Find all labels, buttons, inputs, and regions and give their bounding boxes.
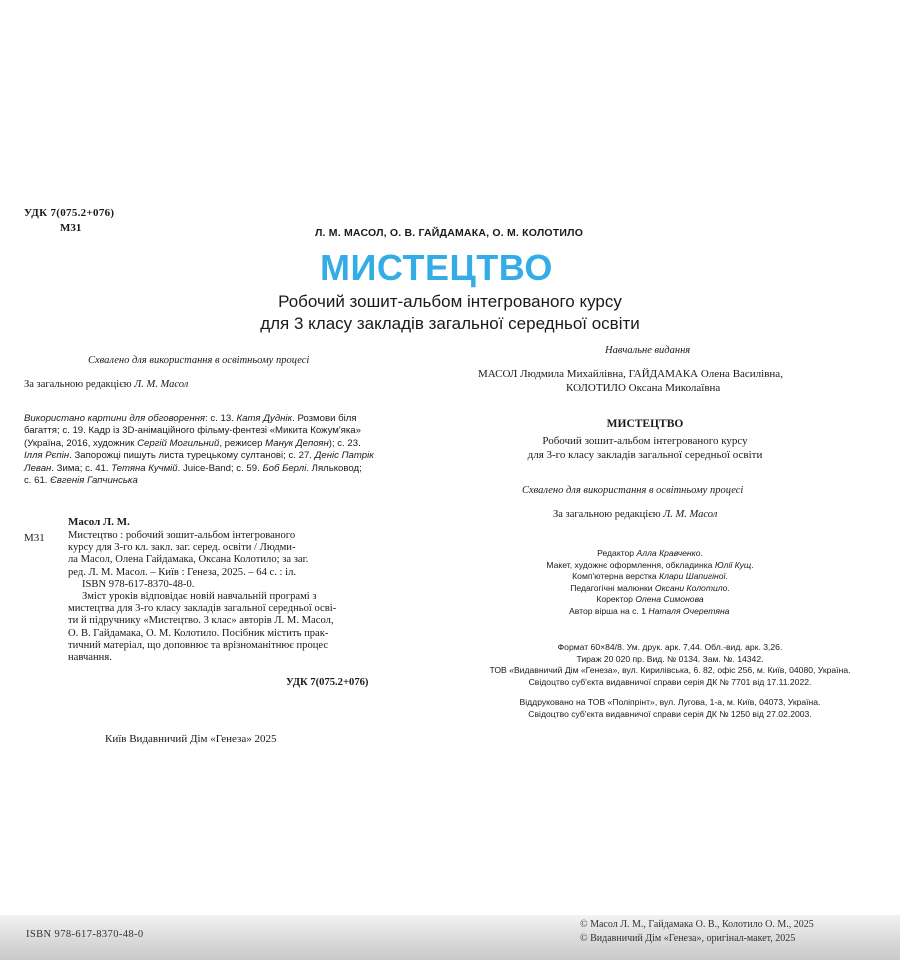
pictures-credit-line-run: Леван bbox=[24, 462, 52, 474]
catalog-line: ред. Л. М. Масол. – Київ : Генеза, 2025. – 64 с. : іл. bbox=[68, 566, 297, 578]
copyright-authors: © Масол Л. М., Гайдамака О. В., Колотило О. М., 2025 bbox=[580, 919, 814, 930]
general-editor bbox=[24, 379, 188, 390]
printer-info bbox=[440, 697, 900, 720]
catalog-line: тичний матеріал, що доповнює та врізноманітнює процес bbox=[68, 639, 329, 651]
staff-credit-line-run: Редактор bbox=[597, 548, 637, 558]
staff-credit-line bbox=[520, 594, 780, 606]
catalog-author: Масол Л. М. bbox=[68, 516, 130, 528]
pictures-credit-line-run: Використано картини для обговорення bbox=[24, 413, 206, 424]
print-spec-line: Тираж 20 020 пр. Вид. № 0134. Зам. №. 14342. bbox=[576, 653, 764, 664]
catalog-index: М31 bbox=[24, 532, 45, 544]
catalog-line: О. В. Гайдамака, О. М. Колотило. Посібник містить прак- bbox=[68, 627, 329, 639]
pictures-credit-line bbox=[24, 463, 444, 475]
imprint-page bbox=[0, 160, 900, 944]
staff-credit-line-run: Комп'ютерна верстка bbox=[572, 571, 660, 581]
full-authors-line2: КОЛОТИЛО Оксана Миколаївна bbox=[566, 382, 721, 394]
catalog-line: Зміст уроків відповідає новій навчальній програмі з bbox=[82, 591, 317, 603]
staff-credit-line-run: Макет, художнє оформлення, обкладинка bbox=[546, 559, 715, 570]
staff-credit-line-run: Юлії Кущ bbox=[714, 559, 752, 570]
book-title: МИСТЕЦТВО bbox=[320, 247, 553, 288]
staff-credit-line-run: . bbox=[751, 559, 754, 570]
catalog-line: ла Масол, Олена Гайдамака, Оксана Колотило; за заг. bbox=[68, 554, 309, 566]
pictures-credits bbox=[24, 413, 444, 487]
catalog-line: ISBN 978-617-8370-48-0. bbox=[82, 578, 195, 590]
full-authors-line1: МАСОЛ Людмила Михайлівна, ГАЙДАМАКА Олена Василівна, bbox=[478, 368, 783, 380]
print-spec-line: Свідоцтво суб'єкта видавничої справи серія ДК № 7701 від 17.11.2022. bbox=[528, 676, 812, 687]
publisher-line: Київ Видавничий Дім «Генеза» 2025 bbox=[105, 733, 277, 745]
verse-author-prefix: Автор вірша на с. 1 bbox=[569, 606, 649, 616]
right-general-editor bbox=[553, 509, 717, 520]
general-editor-name: Л. М. Масол bbox=[134, 379, 189, 390]
pictures-credit-line bbox=[24, 413, 444, 425]
staff-credit-line-run: . bbox=[725, 571, 728, 581]
catalog-description bbox=[68, 530, 398, 664]
pictures-credit-line-run: Ілля Рєпін bbox=[24, 450, 70, 462]
pictures-credit-line-run: (Україна, 2016, художник bbox=[24, 437, 138, 449]
pictures-credit-line-run: Катя Дуднік bbox=[236, 413, 293, 424]
print-specs bbox=[440, 642, 900, 688]
staff-credit-line-run: Клари Шапигіної bbox=[659, 571, 726, 581]
pictures-credit-line bbox=[24, 450, 444, 462]
edition-type: Навчальне видання bbox=[605, 345, 691, 356]
isbn-bottom: ISBN 978-617-8370-48-0 bbox=[26, 929, 144, 940]
pictures-credit-line-run: . Запорожці пишуть листа турецькому султанові; с. 27. bbox=[69, 450, 315, 462]
right-subtitle-line2: для 3-го класу закладів загальної середньої освіти bbox=[527, 449, 763, 461]
staff-credit-line-run: Педагогічні малюнки bbox=[570, 582, 655, 593]
right-approval-note: Схвалено для використання в освітньому процесі bbox=[522, 485, 744, 496]
general-editor-prefix: За загальною редакцією bbox=[24, 379, 135, 390]
right-general-editor-name: Л. М. Масол bbox=[663, 509, 718, 520]
pictures-credit-line-run: багаття; с. 19. Кадр із 3D-анімаційного фільму-фентезі «Микита Кожум'яка» bbox=[24, 425, 361, 437]
pictures-credit-line bbox=[24, 425, 444, 437]
approval-note: Схвалено для використання в освітньому процесі bbox=[88, 355, 310, 366]
catalog-index-top: М31 bbox=[60, 222, 82, 234]
right-book-title: МИСТЕЦТВО bbox=[606, 418, 684, 430]
catalog-line: курсу для 3-го кл. закл. заг. серед. освіти / Людми- bbox=[68, 542, 296, 554]
staff-credit-line bbox=[520, 583, 780, 595]
staff-credit-line-run: Коректор bbox=[596, 594, 636, 604]
pictures-credit-line-run: с. 61. bbox=[24, 475, 51, 487]
pictures-credit-line-run: Боб Берлі bbox=[262, 462, 307, 474]
pictures-credit-line bbox=[24, 438, 444, 450]
pictures-credit-line-run: Тетяна Кучмій bbox=[111, 462, 178, 474]
pictures-credit-line-run: Сергій Могильний bbox=[137, 437, 220, 449]
print-spec-line: ТОВ «Видавничий Дім «Генеза», вул. Кирилівська, 6. 82, офіс 256, м. Київ, 04080, Україна. bbox=[489, 665, 851, 675]
pictures-credit-line-run: . Ляльковод; bbox=[306, 462, 362, 474]
staff-credit-line bbox=[520, 571, 780, 583]
udk-code-top: УДК 7(075.2+076) bbox=[24, 207, 115, 219]
staff-credit-line-run: Олена Симонова bbox=[635, 594, 704, 604]
pictures-credit-line-run: ); с. 23. bbox=[328, 437, 361, 449]
copyright-publisher: © Видавничий Дім «Генеза», оригінал-макет, 2025 bbox=[580, 933, 796, 944]
staff-credit-line-run: . bbox=[700, 548, 703, 558]
pictures-credit-line-run: , режисер bbox=[219, 437, 266, 449]
book-subtitle-line1: Робочий зошит-альбом інтегрованого курсу bbox=[278, 292, 622, 311]
staff-credit-line bbox=[520, 560, 780, 572]
book-subtitle-line2: для 3 класу закладів загальної середньої освіти bbox=[260, 314, 640, 333]
catalog-line: ти й підручнику «Мистецтво. 3 клас» авторів Л. М. Масол, bbox=[68, 615, 334, 627]
pictures-credit-line-run: . Розмови біля bbox=[292, 413, 357, 424]
pictures-credit-line-run: . Зима; с. 41. bbox=[51, 462, 112, 474]
staff-credit-line-run: Алла Кравченко bbox=[636, 548, 701, 558]
staff-credit-line bbox=[520, 548, 780, 560]
printer-info-line: Свідоцтво суб'єкта видавничої справи серія ДК № 1250 від 27.02.2003. bbox=[528, 708, 812, 719]
verse-author-name: Наталя Очеретяна bbox=[648, 606, 730, 616]
printer-info-line: Віддруковано на ТОВ «Поліпрінт», вул. Лугова, 1-а, м. Київ, 04073, Україна. bbox=[519, 697, 821, 707]
pictures-credit-line-run: . Juice-Band; с. 59. bbox=[177, 462, 263, 474]
authors-header: Л. М. МАСОЛ, О. В. ГАЙДАМАКА, О. М. КОЛОТИЛО bbox=[315, 227, 584, 239]
catalog-udk: УДК 7(075.2+076) bbox=[286, 677, 369, 688]
staff-credit-line-run: . bbox=[727, 582, 730, 593]
pictures-credit-line-run: : с. 13. bbox=[205, 413, 237, 424]
catalog-line: Мистецтво : робочий зошит-альбом інтегрованого bbox=[68, 530, 296, 541]
pictures-credit-line-run: Манук Депоян bbox=[265, 437, 329, 449]
catalog-line: мистецтва для 3-го класу закладів загальної середньої осві- bbox=[68, 603, 337, 615]
pictures-credit-line bbox=[24, 475, 444, 487]
verse-author bbox=[569, 606, 729, 618]
right-general-editor-prefix: За загальною редакцією bbox=[553, 509, 664, 520]
right-subtitle-line1: Робочий зошит-альбом інтегрованого курсу bbox=[542, 435, 748, 447]
pictures-credit-line-run: Євгенія Гапчинська bbox=[50, 475, 138, 487]
staff-credit-line-run: Оксани Колотило bbox=[654, 582, 728, 593]
pictures-credit-line-run: Деніс Патрік bbox=[314, 450, 374, 462]
print-spec-line: Формат 60×84/8. Ум. друк. арк. 7,44. Обл.-вид. арк. 3,26. bbox=[557, 642, 783, 652]
catalog-line: навчання. bbox=[68, 652, 112, 664]
staff-credits bbox=[520, 548, 780, 606]
